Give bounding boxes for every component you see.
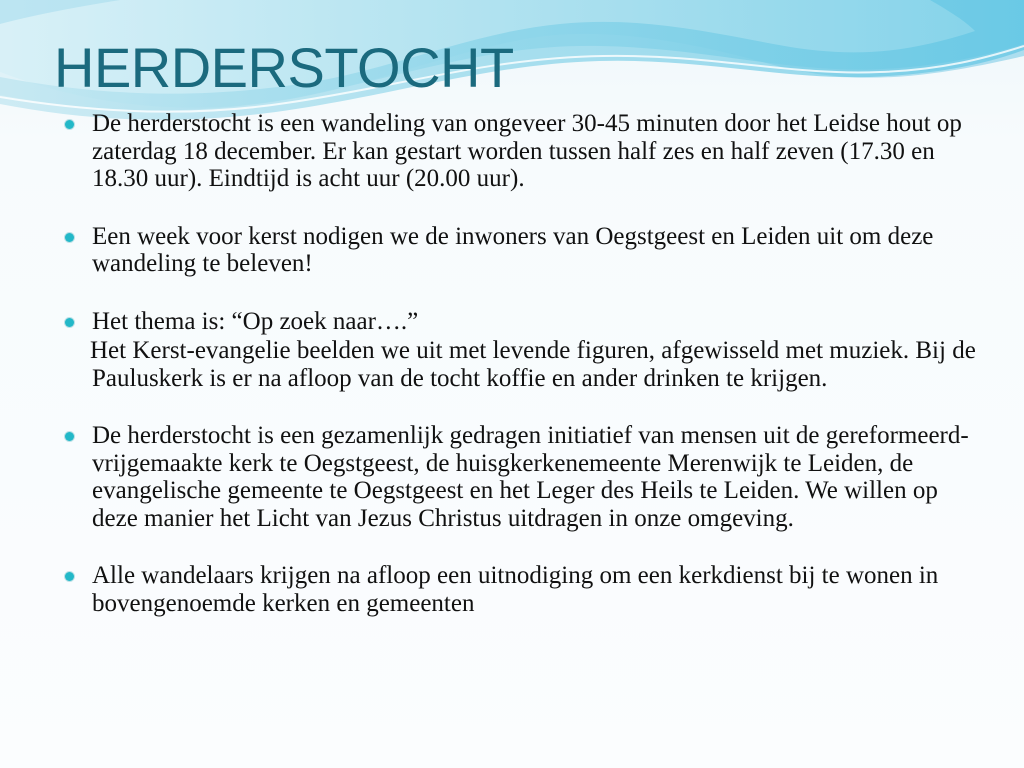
bullet-text-1: De herderstocht is een wandeling van ongeveer 30-45 minuten door het Leidse hout op zaterdag 18 december. Er kan gestart worden tussen half zes en half zeven (17.30 en 18.30 uur). Eindtijd is acht uur (20.00 uur). bbox=[92, 110, 962, 192]
bullet-text-4: De herderstocht is een gezamenlijk gedragen initiatief van mensen uit de gereformeerd-vrijgemaakte kerk te Oegstgeest, de huisgkerkenemeente Merenwijk te Leiden, de evangelische gemeente te Oegstgeest en het Leger des Heils te Leiden. We willen op deze manier het Licht van Jezus Christus uitdragen in onze omgeving. bbox=[92, 422, 969, 532]
bullet-text-5: Alle wandelaars krijgen na afloop een uitnodiging om een kerkdienst bij te wonen in bovengenoemde kerken en gemeenten bbox=[92, 562, 939, 617]
bullet-icon bbox=[65, 233, 74, 242]
bullet-icon bbox=[65, 572, 74, 581]
bullet-item-1 bbox=[64, 110, 984, 193]
slide-body bbox=[64, 110, 984, 617]
bullet-item-4 bbox=[64, 422, 984, 532]
slide-title: HERDERSTOCHT bbox=[54, 36, 514, 99]
bullet-icon bbox=[65, 318, 74, 327]
bullet-icon bbox=[65, 432, 74, 441]
bullet-text-3: Het thema is: “Op zoek naar….” bbox=[92, 307, 419, 335]
bullet-item-3 bbox=[64, 308, 984, 336]
continuation-paragraph: Het Kerst-evangelie beelden we uit met levende figuren, afgewisseld met muziek. Bij de Pauluskerk is er na afloop van de tocht koffie en ander drinken te krijgen. bbox=[90, 337, 976, 392]
bullet-text-2: Een week voor kerst nodigen we de inwoners van Oegstgeest en Leiden uit om deze wandeling te beleven! bbox=[92, 222, 934, 277]
bullet-icon bbox=[65, 120, 74, 129]
bullet-item-2 bbox=[64, 223, 984, 278]
bullet-item-5 bbox=[64, 562, 984, 617]
